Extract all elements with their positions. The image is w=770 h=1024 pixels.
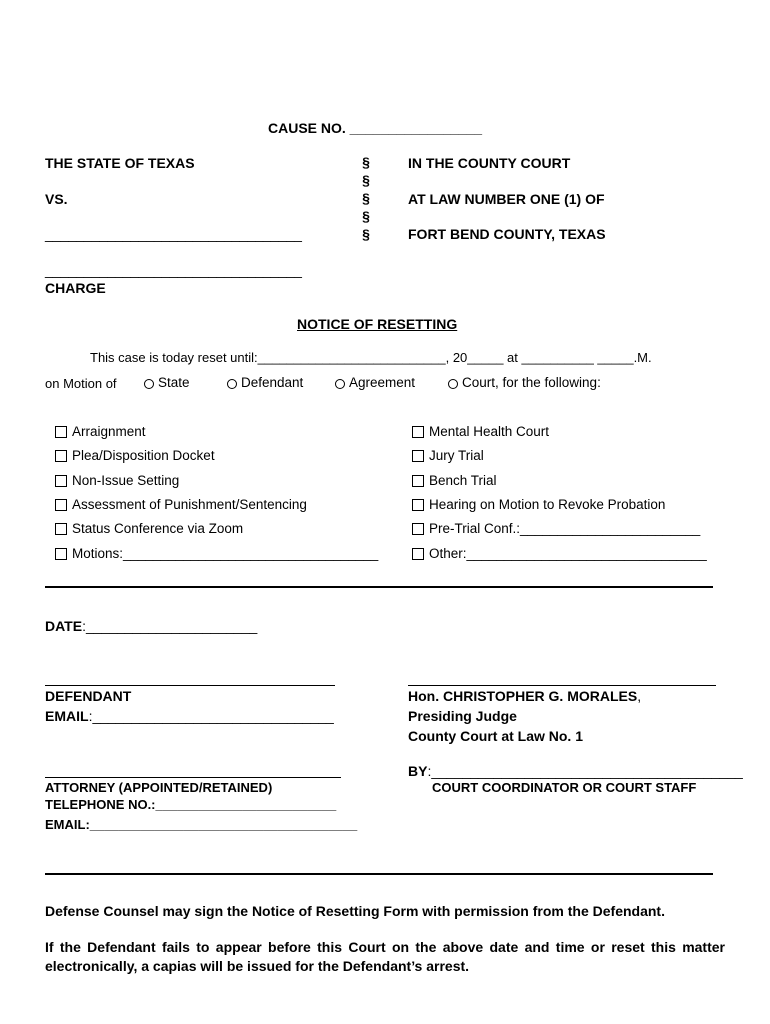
attorney-telephone-field[interactable]: TELEPHONE NO.:_________________________ [45, 797, 337, 812]
vs-label: VS. [45, 191, 68, 207]
checkbox-icon[interactable] [412, 548, 424, 560]
court-line-1: IN THE COUNTY COURT [408, 155, 571, 171]
radio-circle-icon[interactable] [448, 379, 458, 389]
defendant-signature-line[interactable] [45, 685, 335, 686]
reset-date-line[interactable]: This case is today reset until:__________________________, 20_____ at __________ _____.M. [90, 350, 652, 365]
radio-circle-icon[interactable] [144, 379, 154, 389]
defendant-email-field[interactable]: EMAIL:_______________________________ [45, 708, 334, 724]
checkbox-icon[interactable] [55, 548, 67, 560]
checkbox-plea-disposition[interactable]: Plea/Disposition Docket [55, 448, 215, 463]
checkbox-mental-health-court[interactable]: Mental Health Court [412, 424, 549, 439]
charge-line[interactable]: _________________________________ [45, 262, 302, 278]
motion-option-court[interactable]: Court, for the following: [448, 375, 601, 390]
date-field[interactable]: DATE:______________________ [45, 618, 258, 634]
checkbox-icon[interactable] [412, 523, 424, 535]
checkbox-icon[interactable] [55, 523, 67, 535]
judge-court: County Court at Law No. 1 [408, 728, 583, 744]
section-mark: § [362, 154, 370, 170]
judge-title: Presiding Judge [408, 708, 517, 724]
checkbox-assessment-punishment[interactable]: Assessment of Punishment/Sentencing [55, 497, 307, 512]
checkbox-non-issue-setting[interactable]: Non-Issue Setting [55, 473, 179, 488]
judge-signature-line[interactable] [408, 685, 716, 686]
cause-number[interactable]: CAUSE NO. _________________ [268, 120, 483, 136]
checkbox-icon[interactable] [55, 426, 67, 438]
checkbox-icon[interactable] [412, 499, 424, 511]
court-line-2: AT LAW NUMBER ONE (1) OF [408, 191, 605, 207]
divider [45, 873, 713, 875]
radio-circle-icon[interactable] [335, 379, 345, 389]
defendant-label: DEFENDANT [45, 688, 132, 704]
divider [45, 586, 713, 588]
checkbox-hearing-revoke-probation[interactable]: Hearing on Motion to Revoke Probation [412, 497, 665, 512]
motion-of-label: on Motion of [45, 376, 117, 391]
checkbox-bench-trial[interactable]: Bench Trial [412, 473, 497, 488]
checkbox-status-conference[interactable]: Status Conference via Zoom [55, 521, 243, 536]
checkbox-jury-trial[interactable]: Jury Trial [412, 448, 484, 463]
court-coordinator-label: COURT COORDINATOR OR COURT STAFF [432, 780, 697, 795]
checkbox-icon[interactable] [412, 426, 424, 438]
attorney-email-field[interactable]: EMAIL:_____________________________________ [45, 817, 358, 832]
capias-warning: If the Defendant fails to appear before this Court on the above date and time or reset this matter electronically, a capias will be issued for the Defendant’s arrest. [45, 939, 725, 974]
defense-counsel-note: Defense Counsel may sign the Notice of Resetting Form with permission from the Defendant. [45, 903, 665, 919]
charge-label: CHARGE [45, 280, 106, 296]
radio-circle-icon[interactable] [227, 379, 237, 389]
section-mark: § [362, 208, 370, 224]
motion-option-state[interactable]: State [144, 375, 190, 390]
checkbox-icon[interactable] [55, 499, 67, 511]
checkbox-pre-trial-conf[interactable]: Pre-Trial Conf.:________________________ [412, 521, 700, 536]
court-line-3: FORT BEND COUNTY, TEXAS [408, 226, 606, 242]
section-mark: § [362, 226, 370, 242]
checkbox-motions[interactable]: Motions:__________________________________ [55, 546, 378, 561]
attorney-signature-line[interactable] [45, 777, 341, 778]
judge-name: Hon. CHRISTOPHER G. MORALES, [408, 688, 642, 704]
checkbox-icon[interactable] [55, 450, 67, 462]
section-mark: § [362, 190, 370, 206]
checkbox-icon[interactable] [55, 475, 67, 487]
attorney-label: ATTORNEY (APPOINTED/RETAINED) [45, 780, 273, 795]
motion-option-defendant[interactable]: Defendant [227, 375, 303, 390]
section-mark: § [362, 172, 370, 188]
by-field[interactable]: BY:________________________________________ [408, 763, 743, 779]
checkbox-icon[interactable] [412, 450, 424, 462]
motion-option-agreement[interactable]: Agreement [335, 375, 415, 390]
defendant-name-line[interactable]: _________________________________ [45, 226, 302, 242]
checkbox-arraignment[interactable]: Arraignment [55, 424, 146, 439]
state-party: THE STATE OF TEXAS [45, 155, 195, 171]
checkbox-other[interactable]: Other:________________________________ [412, 546, 707, 561]
checkbox-icon[interactable] [412, 475, 424, 487]
notice-title: NOTICE OF RESETTING [297, 316, 458, 332]
